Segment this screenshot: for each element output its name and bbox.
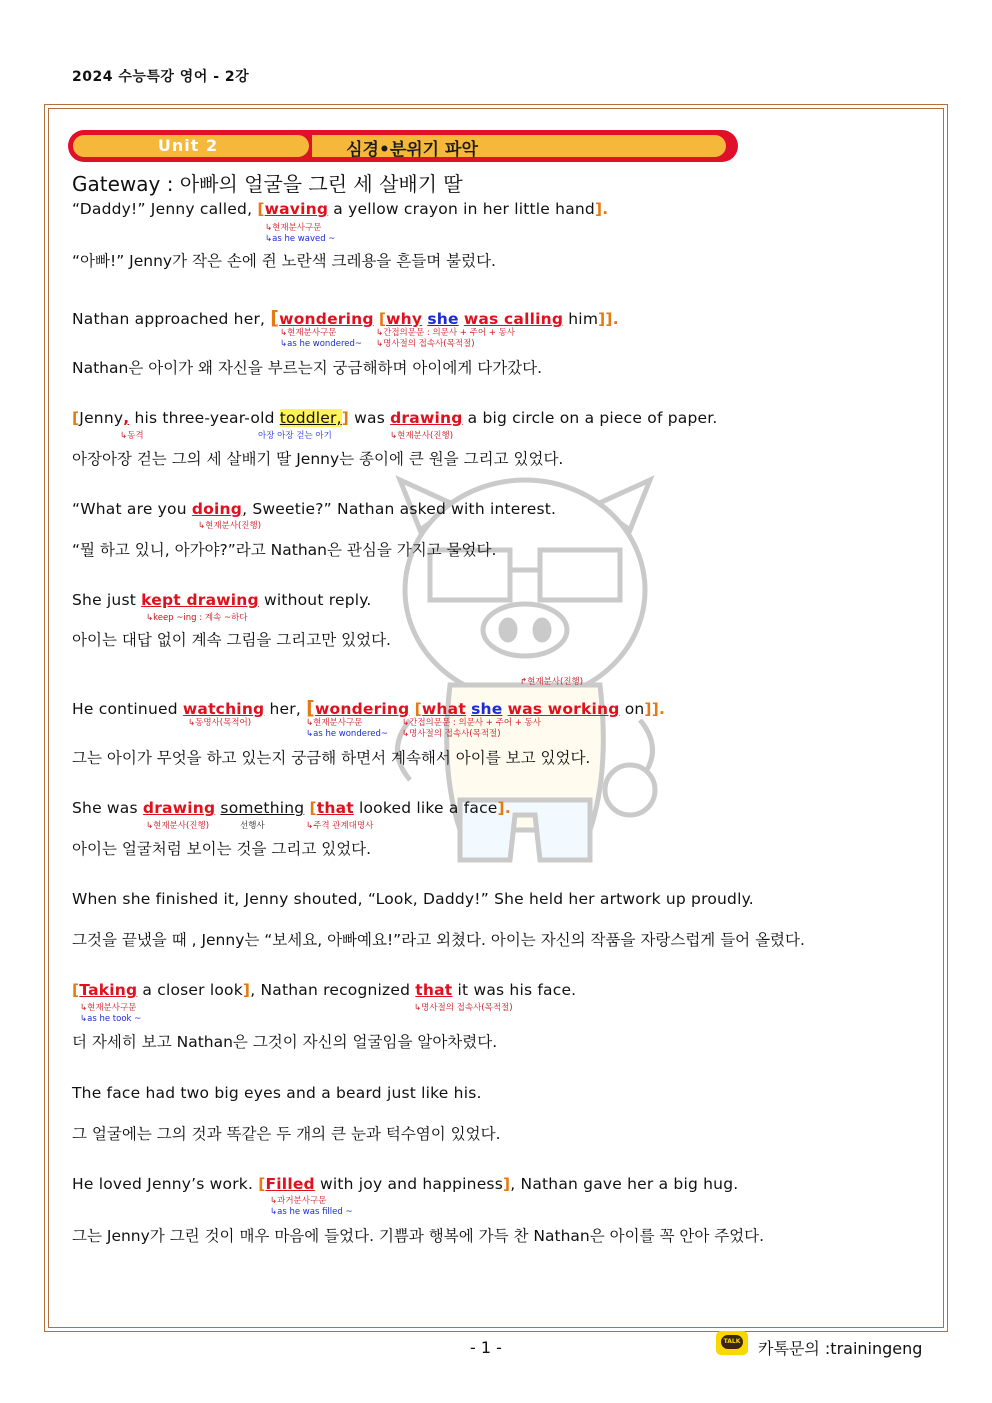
sentence-10-korean: 그 얼굴에는 그의 것과 똑같은 두 개의 큰 눈과 턱수염이 있었다. xyxy=(72,1125,501,1143)
note-3b: 아장 아장 걷는 아기 xyxy=(258,431,332,441)
page-number: - 1 - xyxy=(470,1338,502,1357)
note-4a: ↳현재분사(진행) xyxy=(198,521,262,531)
note-11a: ↳과거분사구문 xyxy=(270,1196,327,1206)
sentence-5-korean: 아이는 대답 없이 계속 그림을 그리고만 있었다. xyxy=(72,631,391,649)
note-9c: ↳명사절의 접속사(목적절) xyxy=(414,1003,513,1013)
sentence-8-korean: 그것을 끝냈을 때 , Jenny는 “보세요, 아빠예요!”라고 외쳤다. 아이는 자신의 작품을 자랑스럽게 들어 올렸다. xyxy=(72,931,805,949)
unit-topic: 심경•분위기 파악 xyxy=(346,140,478,160)
note-2b: ↳as he wondered~ xyxy=(280,339,362,349)
kakao-contact-text: 카톡문의 :trainingeng xyxy=(758,1339,923,1358)
note-7a: ↳현재분사(진행) xyxy=(146,821,210,831)
note-6-top: ↱현재분사(진행) xyxy=(520,677,584,687)
note-2d: ↳명사절의 접속사(목적절) xyxy=(376,339,475,349)
sentence-8-english: When she finished it, Jenny shouted, “Look, Daddy!” She held her artwork up proudly. xyxy=(72,890,754,908)
sentence-4-korean: “뭘 하고 있니, 아가야?”라고 Nathan은 관심을 가지고 물었다. xyxy=(72,541,497,559)
sentence-10-english: The face had two big eyes and a beard just like his. xyxy=(72,1084,482,1102)
note-9a: ↳현재분사구문 xyxy=(80,1003,137,1013)
note-11b: ↳as he was filled ~ xyxy=(270,1207,353,1217)
page-header-title: 2024 수능특강 영어 - 2강 xyxy=(72,69,250,85)
sentence-7-english: She was drawing something [that looked like a face]. xyxy=(72,799,511,817)
note-7b: 선행사 xyxy=(240,821,265,831)
note-6d: ↳간접의문문 : 의문사 + 주어 + 동사 xyxy=(402,718,541,728)
sentence-2-korean: Nathan은 아이가 왜 자신을 부르는지 궁금해하며 아이에게 다가갔다. xyxy=(72,359,543,377)
sentence-11-korean: 그는 Jenny가 그린 것이 매우 마음에 들었다. 기쁨과 행복에 가득 찬 Nathan은 아이를 꼭 안아 주었다. xyxy=(72,1227,765,1245)
note-1a: ↳현재분사구문 xyxy=(265,223,322,233)
sentence-4-english: “What are you doing, Sweetie?” Nathan asked with interest. xyxy=(72,500,557,518)
note-7c: ↳주격 관계대명사 xyxy=(306,821,374,831)
sentence-11-english: He loved Jenny’s work. [Filled with joy and happiness], Nathan gave her a big hug. xyxy=(72,1175,739,1193)
note-2a: ↳현재분사구문 xyxy=(280,328,337,338)
sentence-9-english: [Taking a closer look], Nathan recognized that it was his face. xyxy=(72,981,577,999)
note-6e: ↳명사절의 접속사(목적절) xyxy=(402,729,501,739)
kakao-badge: TALK xyxy=(721,1335,743,1349)
sentence-1-korean: “아빠!” Jenny가 작은 손에 쥔 노란색 크레용을 흔들며 불렀다. xyxy=(72,252,496,270)
note-6c: ↳as he wondered~ xyxy=(306,729,388,739)
sentence-6-english: He continued watching her, [wondering [what she was working on]]. xyxy=(72,697,666,719)
sentence-6-korean: 그는 아이가 무엇을 하고 있는지 궁금해 하면서 계속해서 아이를 보고 있었다. xyxy=(72,749,591,767)
sentence-5-english: She just kept drawing without reply. xyxy=(72,591,372,609)
note-6a: ↳동명사(목적어) xyxy=(188,718,252,728)
note-5a: ↳keep ~ing : 계속 ~하다 xyxy=(146,613,248,623)
note-1b: ↳as he waved ~ xyxy=(265,234,336,244)
sentence-3-korean: 아장아장 걷는 그의 세 살배기 딸 Jenny는 종이에 큰 원을 그리고 있었다. xyxy=(72,450,564,468)
note-9b: ↳as he took ~ xyxy=(80,1014,142,1024)
sentence-1-english: “Daddy!” Jenny called, [waving a yellow crayon in her little hand]. xyxy=(72,200,609,218)
sentence-7-korean: 아이는 얼굴처럼 보이는 것을 그리고 있었다. xyxy=(72,840,372,858)
note-2c: ↳간접의문문 : 의문사 + 주어 + 동사 xyxy=(376,328,515,338)
gateway-title: Gateway : 아빠의 얼굴을 그린 세 살배기 딸 xyxy=(72,172,463,196)
sentence-9-korean: 더 자세히 보고 Nathan은 그것이 자신의 얼굴임을 알아차렸다. xyxy=(72,1033,498,1051)
note-3a: ↳동격 xyxy=(120,431,144,441)
kakao-talk-icon xyxy=(716,1331,748,1355)
note-3c: ↳현재분사(진행) xyxy=(390,431,454,441)
unit-label: Unit 2 xyxy=(157,136,219,155)
unit-banner xyxy=(68,130,738,162)
sentence-3-english: [Jenny, his three-year-old toddler,] was drawing a big circle on a piece of paper. xyxy=(72,409,718,427)
note-6b: ↳현재분사구문 xyxy=(306,718,363,728)
sentence-2-english: Nathan approached her, [wondering [why she was calling him]]. xyxy=(72,307,619,329)
